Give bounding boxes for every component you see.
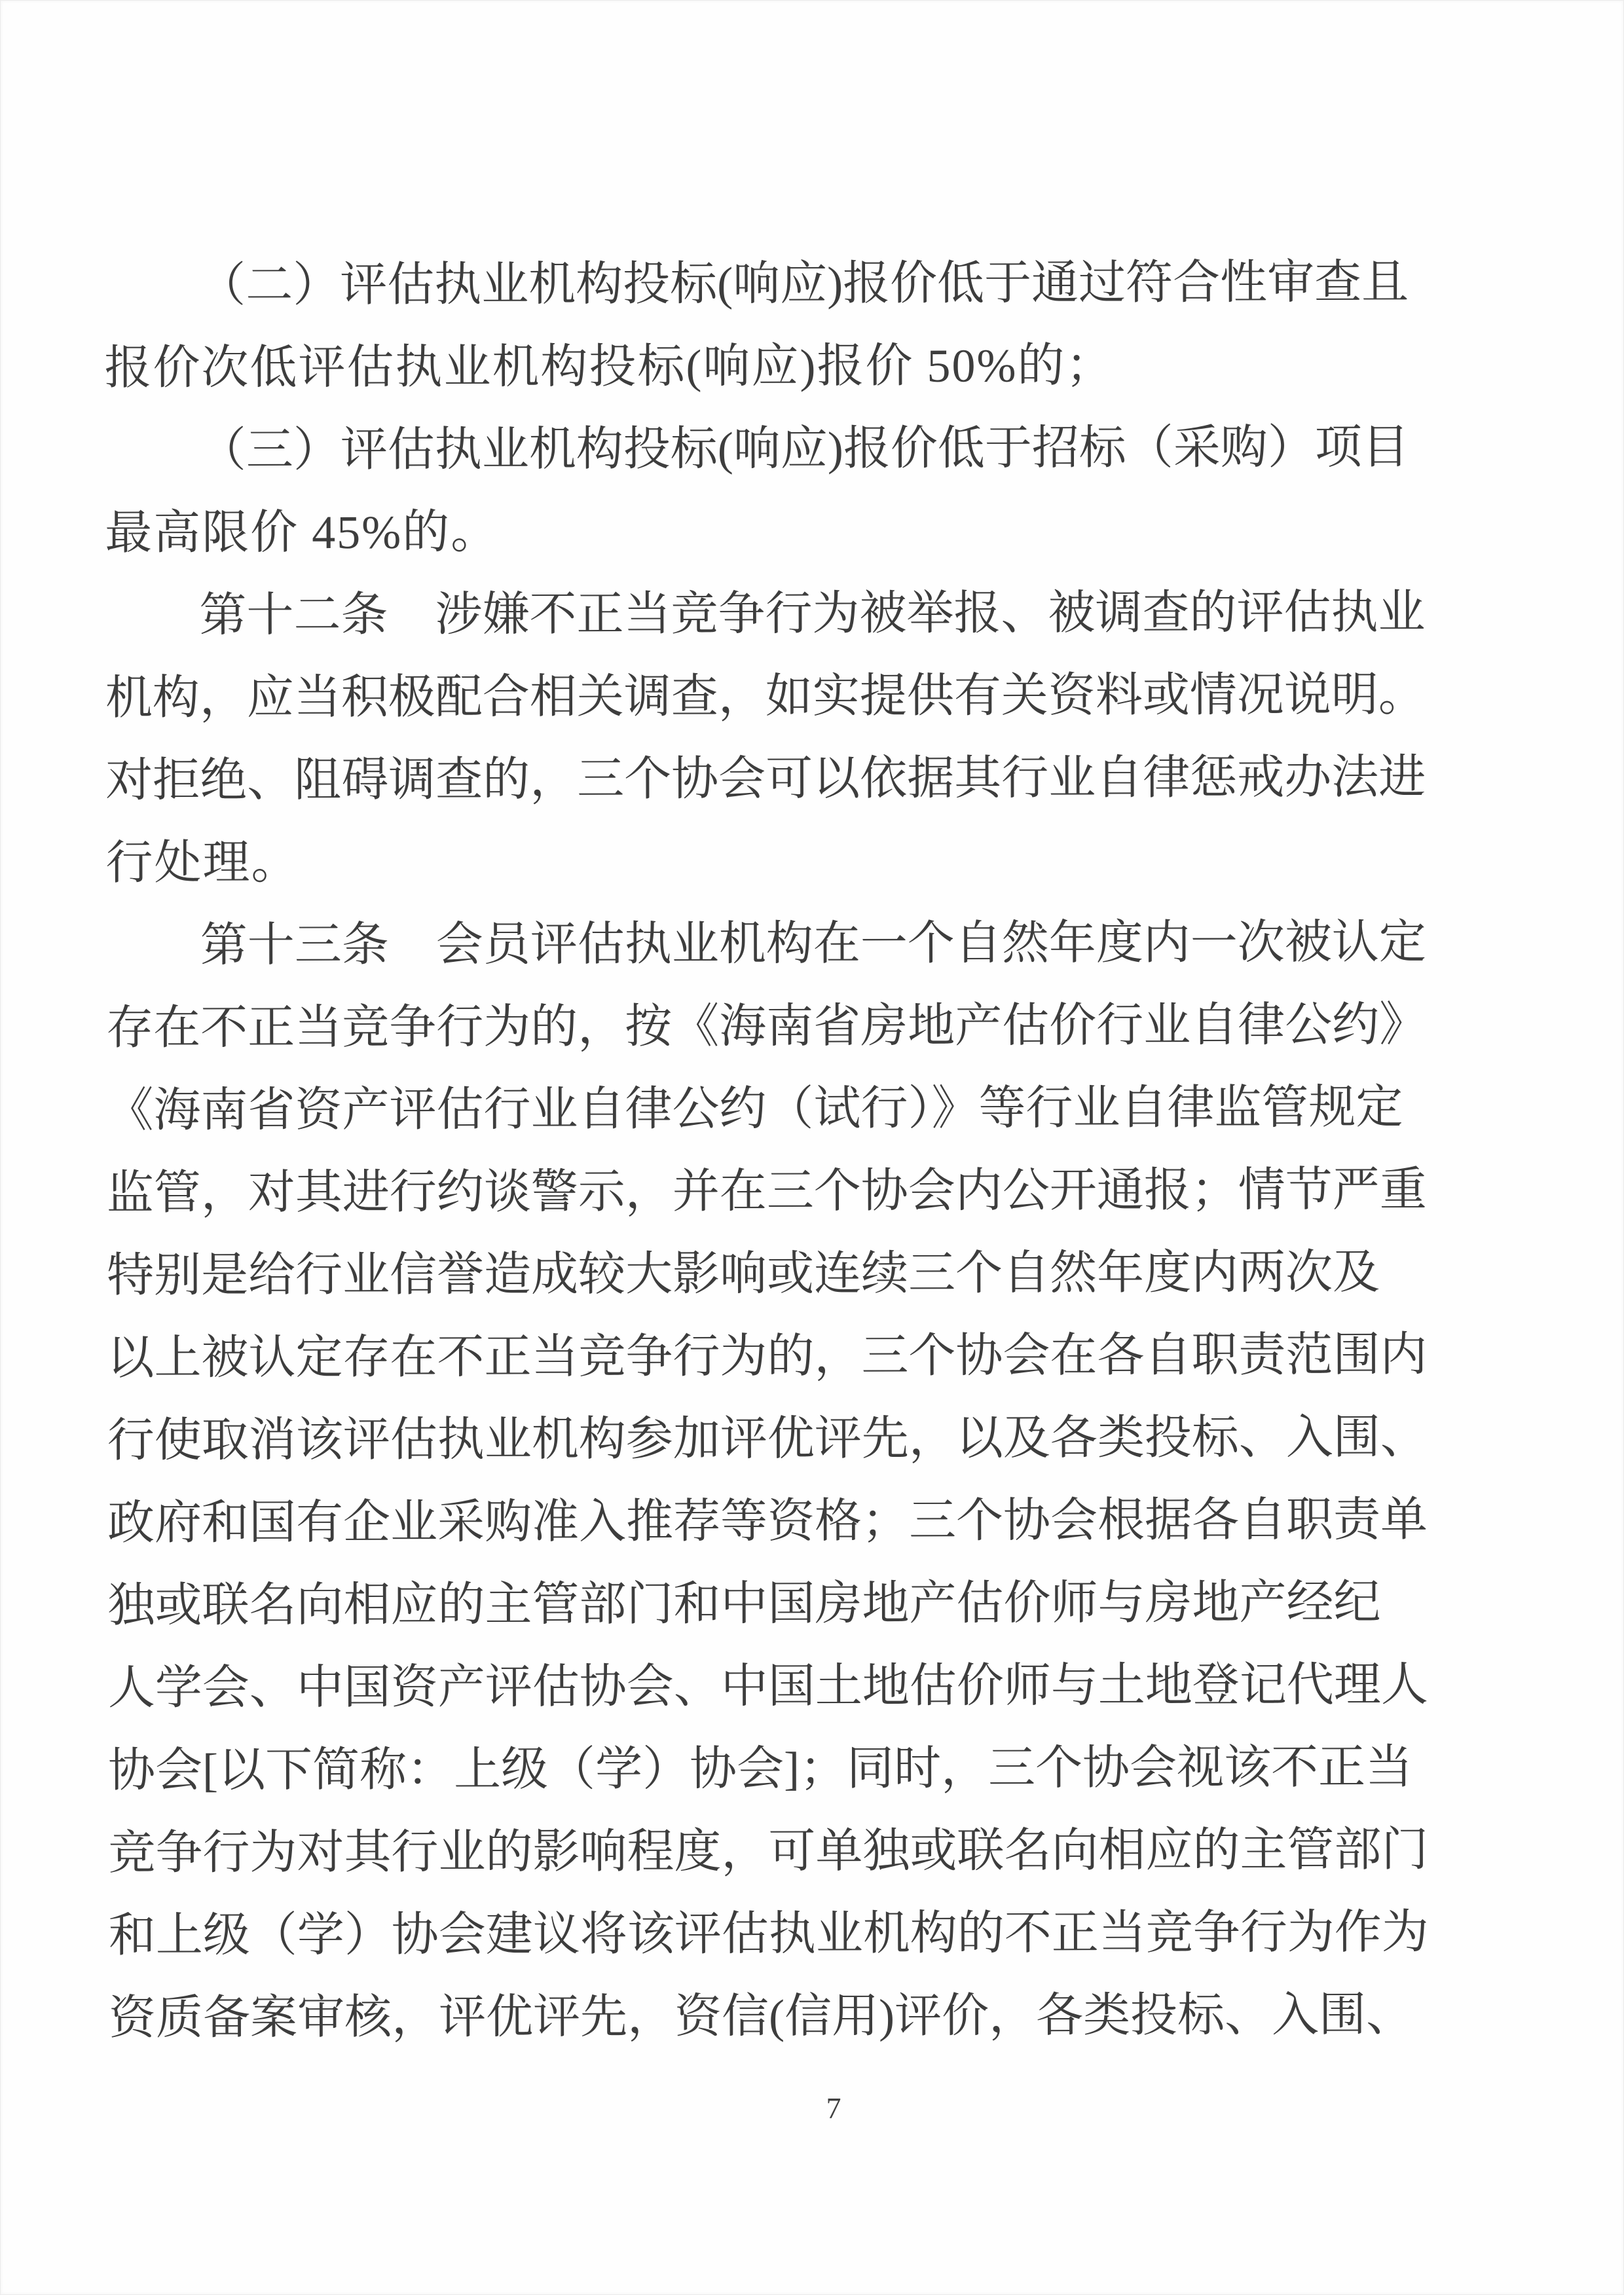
document-line: 对拒绝、阻碍调查的，三个协会可以依据其行业自律惩戒办法进 bbox=[105, 750, 1426, 807]
document-line: 行处理。 bbox=[105, 836, 300, 889]
page-footer bbox=[807, 2091, 860, 2125]
document-line: 存在不正当竞争行为的，按《海南省房地产估价行业自律公约》 bbox=[106, 998, 1427, 1054]
document-line: 监管，对其进行约谈警示，并在三个协会内公开通报；情节严重 bbox=[106, 1163, 1427, 1219]
document-line: 人学会、中国资产评估协会、中国土地估价师与土地登记代理人 bbox=[107, 1658, 1428, 1714]
document-line: 最高限价 45%的。 bbox=[105, 505, 500, 559]
document-line: 政府和国有企业采购准入推荐等资格；三个协会根据各自职责单 bbox=[107, 1493, 1428, 1549]
page-number: 7 bbox=[826, 2091, 841, 2125]
document-line: 以上被认定存在不正当竞争行为的，三个协会在各自职责范围内 bbox=[107, 1328, 1428, 1384]
document-line: 《海南省资产评估行业自律公约（试行）》等行业自律监管规定 bbox=[106, 1080, 1403, 1137]
document-line: （三）评估执业机构投标(响应)报价低于招标（采购）项目 bbox=[198, 420, 1409, 477]
document-line: 和上级（学）协会建议将该评估执业机构的不正当竞争行为作为 bbox=[108, 1905, 1429, 1962]
document-line: 报价次低评估执业机构投标(响应)报价 50%的； bbox=[104, 339, 1115, 394]
document-body bbox=[104, 241, 1429, 2059]
document-line: 特别是给行业信誉造成较大影响或连续三个自然年度内两次及 bbox=[107, 1245, 1380, 1302]
document-line: 机构，应当积极配合相关调查，如实提供有关资料或情况说明。 bbox=[105, 668, 1426, 724]
document-line: 竞争行为对其行业的影响程度，可单独或联名向相应的主管部门 bbox=[108, 1823, 1429, 1879]
document-line: （二）评估执业机构投标(响应)报价低于通过符合性审查且 bbox=[198, 255, 1409, 312]
document-line: 协会[以下简称：上级（学）协会]；同时，三个协会视该不正当 bbox=[107, 1740, 1413, 1797]
document-line: 第十三条 会员评估执业机构在一个自然年度内一次被认定 bbox=[200, 915, 1426, 972]
document-line: 独或联名向相应的主管部门和中国房地产估价师与房地产经纪 bbox=[107, 1575, 1381, 1632]
document-line: 资质备案审核，评优评先，资信(信用)评价，各类投标、入围、 bbox=[108, 1988, 1414, 2044]
document-line: 第十二条 涉嫌不正当竞争行为被举报、被调查的评估执业 bbox=[199, 585, 1426, 642]
document-line: 行使取消该评估执业机构参加评优评先，以及各类投标、入围、 bbox=[107, 1410, 1428, 1467]
